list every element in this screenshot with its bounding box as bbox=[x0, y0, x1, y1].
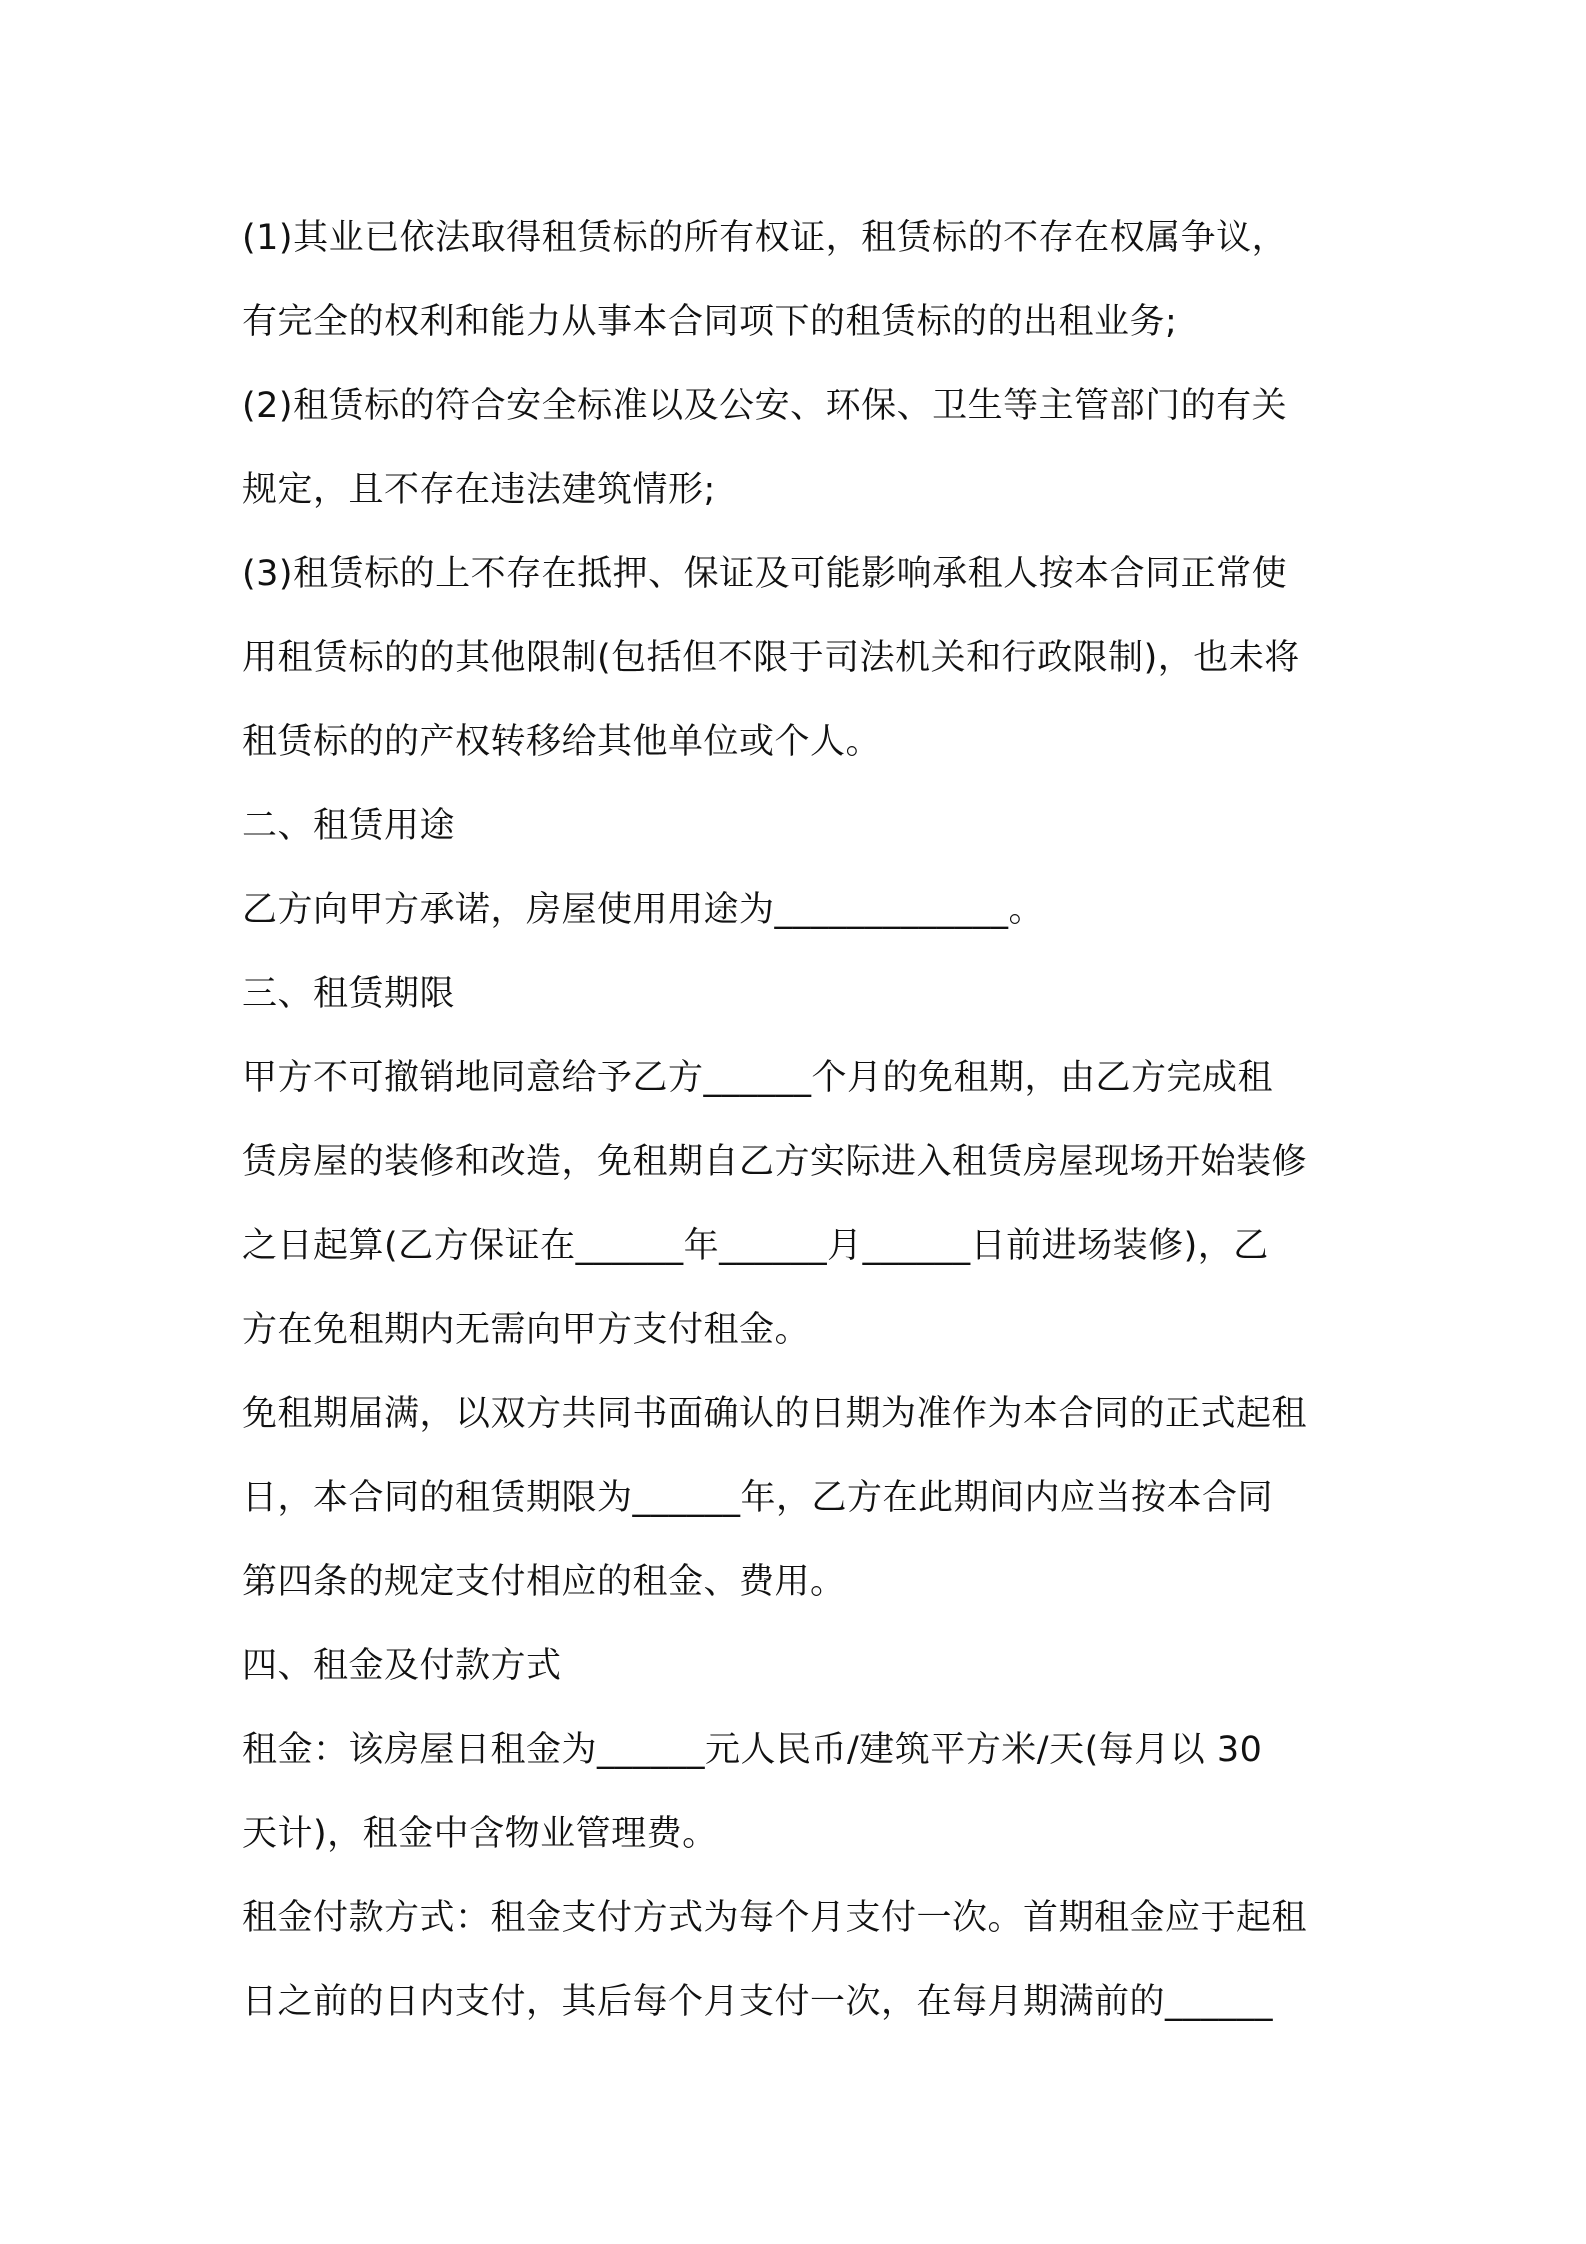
text-line: 免租期届满，以双方共同书面确认的日期为准作为本合同的正式起租 bbox=[242, 1394, 1308, 1434]
text-line: (1)其业已依法取得租赁标的所有权证，租赁标的不存在权属争议， bbox=[242, 218, 1288, 258]
text-line: 规定，且不存在违法建筑情形; bbox=[242, 470, 716, 510]
text-line: (2)租赁标的符合安全标准以及公安、环保、卫生等主管部门的有关 bbox=[242, 386, 1288, 426]
text-line: 赁房屋的装修和改造，免租期自乙方实际进入租赁房屋现场开始装修 bbox=[242, 1142, 1308, 1182]
section-heading: 三、租赁期限 bbox=[242, 974, 456, 1014]
text-line: 租金付款方式：租金支付方式为每个月支付一次。首期租金应于起租 bbox=[242, 1898, 1308, 1938]
text-line: 第四条的规定支付相应的租金、费用。 bbox=[242, 1562, 846, 1602]
text-line: 甲方不可撤销地同意给予乙方______个月的免租期，由乙方完成租 bbox=[242, 1058, 1274, 1098]
text-line: 租赁标的的产权转移给其他单位或个人。 bbox=[242, 722, 882, 762]
text-line: 有完全的权利和能力从事本合同项下的租赁标的的出租业务; bbox=[242, 302, 1178, 342]
text-line: 日之前的日内支付，其后每个月支付一次，在每月期满前的______ bbox=[242, 1982, 1274, 2022]
text-line: 方在免租期内无需向甲方支付租金。 bbox=[242, 1310, 811, 1350]
text-line: 租金：该房屋日租金为______元人民币/建筑平方米/天(每月以 30 bbox=[242, 1730, 1263, 1770]
text-line: 用租赁标的的其他限制(包括但不限于司法机关和行政限制)，也未将 bbox=[242, 638, 1300, 678]
text-line: 日，本合同的租赁期限为______年，乙方在此期间内应当按本合同 bbox=[242, 1478, 1274, 1518]
section-heading: 四、租金及付款方式 bbox=[242, 1646, 562, 1686]
text-line: 天计)，租金中含物业管理费。 bbox=[242, 1814, 718, 1854]
text-line: 乙方向甲方承诺，房屋使用用途为_____________。 bbox=[242, 890, 1045, 930]
document-body bbox=[242, 196, 1362, 2044]
text-line: (3)租赁标的上不存在抵押、保证及可能影响承租人按本合同正常使 bbox=[242, 554, 1288, 594]
text-line: 之日起算(乙方保证在______年______月______日前进场装修)，乙 bbox=[242, 1226, 1269, 1266]
section-heading: 二、租赁用途 bbox=[242, 806, 456, 846]
